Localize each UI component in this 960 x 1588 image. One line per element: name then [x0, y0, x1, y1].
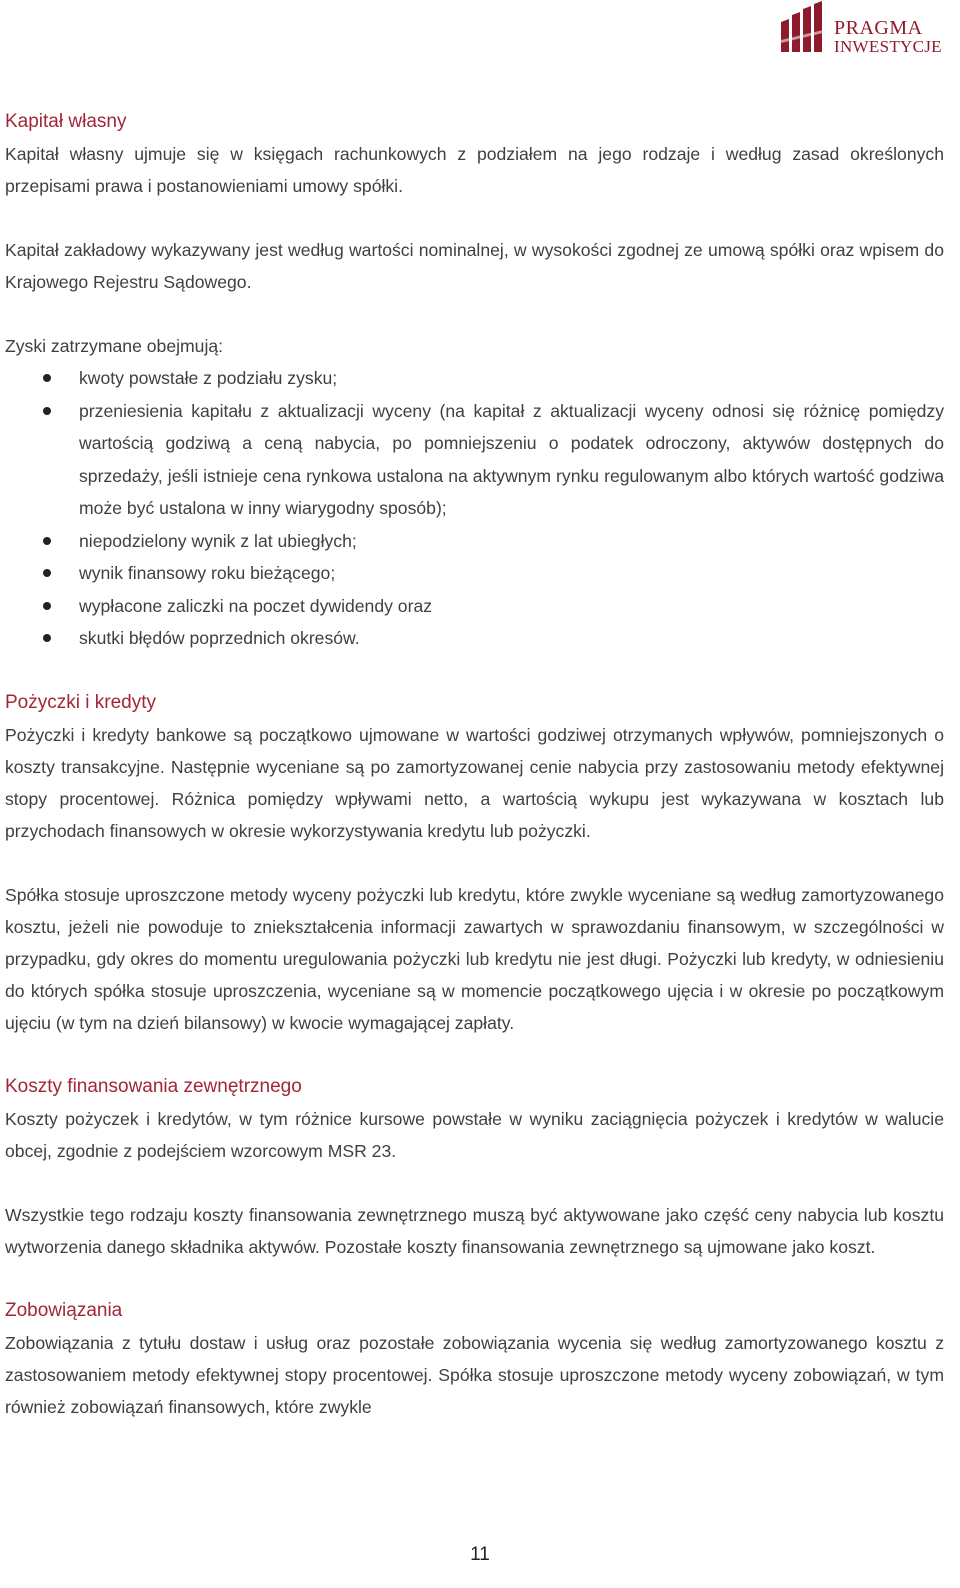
heading-koszty-finansowania: Koszty finansowania zewnętrznego [5, 1075, 302, 1097]
paragraph-pozyczki-1: Pożyczki i kredyty bankowe są początkowo ujmowane w wartości godziwej otrzymanych wpływów, pomniejszonych o koszty transakcyjne. Następnie wyceniane są po zamortyzowanej cenie nabycia przy zastosowaniu metody efektywnej stopy procentowej. Różnica pomiędzy wpływami netto, a wartością wykupu jest wykazywana w kosztach lub przychodach finansowych w okresie wykorzystywania kredytu lub pożyczki. [5, 724, 944, 841]
heading-zobowiazania: Zobowiązania [5, 1299, 123, 1321]
logo-text-inwestycje: INWESTYCJE [834, 37, 942, 56]
paragraph-kapital-1: Kapitał własny ujmuje się w księgach rachunkowych z podziałem na jego rodzaje i według zasad określonych przepisami prawa i postanowieniami umowy spółki. [5, 144, 944, 196]
paragraph-koszty-2: Wszystkie tego rodzaju koszty finansowania zewnętrznego muszą być aktywowane jako część ceny nabycia lub kosztu wytworzenia danego składnika aktywów. Pozostałe koszty finansowania zewnętrznego są ujmowane jako koszt. [5, 1204, 944, 1257]
paragraph-koszty-1: Koszty pożyczek i kredytów, w tym różnice kursowe powstałe w wyniku zaciągnięcia pożyczek i kredytów w walucie obcej, zgodnie z podejściem wzorcowym MSR 23. [5, 1108, 944, 1161]
page-number: 11 [470, 1544, 490, 1565]
bullet-icon [43, 537, 51, 545]
logo-text-pragma: PRAGMA [834, 17, 923, 39]
list-item: przeniesienia kapitału z aktualizacji wyceny (na kapitał z aktualizacji wyceny odnosi się różnicę pomiędzy wartością godziwą a ceną nabycia, po pomniejszeniu o podatek odroczony, aktywów dostępnych do sprzedaży, jeśli istnieje cena rynkowa ustalona na aktywnym rynku regulowanym albo których wartość godziwa może być ustalona w inny wiarygodny sposób); [5, 395, 944, 525]
list-item: skutki błędów poprzednich okresów. [5, 622, 944, 655]
bullet-icon [43, 602, 51, 610]
list-item: wypłacone zaliczki na poczet dywidendy oraz [5, 590, 944, 623]
list-item: niepodzielony wynik z lat ubiegłych; [5, 525, 944, 558]
company-logo [779, 0, 949, 60]
paragraph-kapital-2: Kapitał zakładowy wykazywany jest według wartości nominalnej, w wysokości zgodnej ze umową spółki oraz wpisem do Krajowego Rejestru Sądowego. [5, 240, 944, 292]
heading-kapital-wlasny: Kapitał własny [5, 111, 127, 132]
paragraph-zyski-intro: Zyski zatrzymane obejmują: [5, 336, 224, 356]
bullet-icon [43, 407, 51, 415]
heading-pozyczki-kredyty: Pożyczki i kredyty [5, 691, 156, 713]
paragraph-zobowiazania-1: Zobowiązania z tytułu dostaw i usług oraz pozostałe zobowiązania wycenia się według zamortyzowanego kosztu z zastosowaniem metody efektywnej stopy procentowej. Spółka stosuje uproszczone metody wyceny zobowiązań, w tym również zobowiązań finansowych, które zwykle [5, 1332, 944, 1417]
zyski-bullet-list [5, 362, 944, 655]
paragraph-pozyczki-2: Spółka stosuje uproszczone metody wyceny pożyczki lub kredytu, które zwykle wyceniane są według zamortyzowanego kosztu, jeżeli nie powoduje to zniekształcenia informacji zawartych w sprawozdaniu finansowym, w szczególności w przypadku, gdy okres do momentu uregulowania pożyczki lub kredytu nie jest długi. Pożyczki lub kredyty, w odniesieniu do których spółka stosuje uproszczenia, wyceniane są w momencie początkowego ujęcia i w okresie po początkowym ujęciu (w tym na dzień bilansowy) w kwocie wymagającej zapłaty. [5, 884, 944, 1033]
list-item: wynik finansowy roku bieżącego; [5, 557, 944, 590]
document-body [5, 106, 944, 1423]
logo-bars-icon [779, 0, 833, 56]
bullet-icon [43, 374, 51, 382]
bullet-icon [43, 634, 51, 642]
bullet-icon [43, 569, 51, 577]
list-item: kwoty powstałe z podziału zysku; [5, 362, 944, 395]
